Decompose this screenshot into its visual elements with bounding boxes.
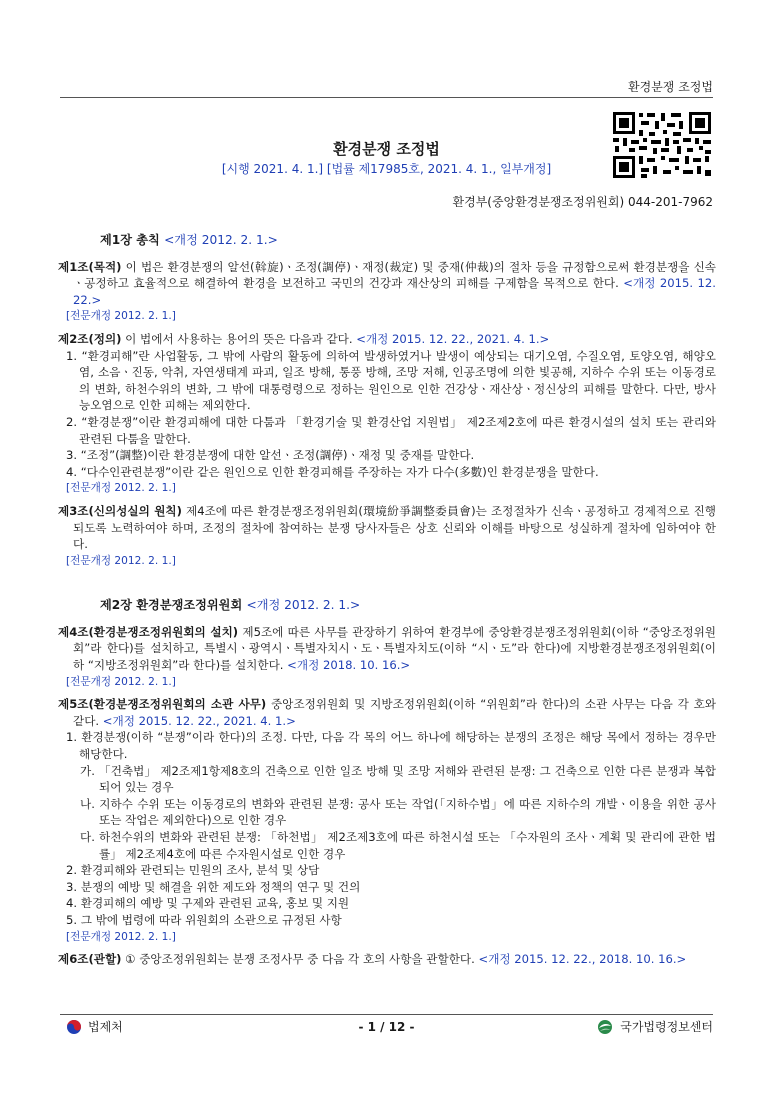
footer-org-name: 법제처 <box>88 1020 123 1034</box>
list-item: 3. “조정”(調整)이란 환경분쟁에 대한 알선ㆍ조정(調停)ㆍ재정 및 중재를 말한다. <box>66 448 475 463</box>
article-heading: 제3조(신의성실의 원칙) <box>58 503 182 518</box>
article-text: 이 법에서 사용하는 용어의 뜻은 다음과 같다. <box>121 331 353 346</box>
spacer <box>58 575 716 597</box>
article-text: 중앙조정위원회 및 지방조정위원회(이하 “위원회”라 한다)의 소관 사무는 다음 각 호와 같다. <box>73 697 717 728</box>
article-4 <box>58 624 716 674</box>
list-item: 2. “환경분쟁”이란 환경피해에 대한 다툼과 「환경기술 및 환경산업 지원법」 제2조제2호에 따른 환경시설의 설치 또는 관리와 관련된 다툼을 말한다. <box>66 414 716 446</box>
page-number: - 1 / 12 - <box>358 1020 415 1034</box>
chapter-label: 제2장 환경분쟁조정위원회 <box>100 598 243 613</box>
article-heading: 제1조(목적) <box>58 259 122 274</box>
chapter-heading <box>100 597 716 614</box>
full-amend-note[interactable]: [전문개정 2012. 2. 1.] <box>66 482 176 495</box>
list-item: 5. 그 밖에 법령에 따라 위원회의 소관으로 규정된 사항 <box>66 912 342 927</box>
header-divider <box>60 97 713 98</box>
article-1 <box>58 259 716 309</box>
law-effective-date: [시행 2021. 4. 1.] [법률 제17985호, 2021. 4. 1., 일부개정] <box>221 162 552 176</box>
article-text: 이 법은 환경분쟁의 알선(斡旋)ㆍ조정(調停)ㆍ재정(裁定) 및 중재(仲裁)의 절차 등을 규정함으로써 환경분쟁을 신속ㆍ공정하고 효율적으로 해결하여 환경을 보전하고 국민의 건강과 재산상의 피해를 구제함을 목적으로 한다. <box>73 259 716 291</box>
full-amend-note[interactable]: [전문개정 2012. 2. 1.] <box>66 554 176 567</box>
running-title: 환경분쟁 조정법 <box>628 80 713 94</box>
article-text: 제5조에 따른 사무를 관장하기 위하여 환경부에 중앙환경분쟁조정위원회(이하 “중앙조정위원회”라 한다)를 설치하고, 특별시ㆍ광역시ㆍ특별자치시ㆍ도ㆍ특별자치도(이하 “시ㆍ도”라 한다)에 지방환경분쟁조정위원회(이하 “지방조정위원회”라 한다)를 설치한다. <box>73 624 716 673</box>
article-5 <box>58 696 716 729</box>
article-6 <box>58 951 716 968</box>
law-body <box>58 232 716 968</box>
amend-note[interactable]: <개정 2015. 12. 22.> <box>73 276 716 307</box>
amend-note[interactable]: <개정 2015. 12. 22., 2021. 4. 1.> <box>352 331 550 346</box>
article-heading: 제6조(관할) <box>58 952 122 967</box>
article-heading: 제4조(환경분쟁조정위원회의 설치) <box>58 624 239 639</box>
chapter-label: 제1장 총칙 <box>100 233 160 247</box>
footer-right <box>596 1018 713 1035</box>
article-2 <box>58 331 716 348</box>
article-heading: 제2조(정의) <box>58 331 122 346</box>
amend-note[interactable]: <개정 2015. 12. 22., 2018. 10. 16.> <box>474 952 687 967</box>
list-item: 2. 환경피해와 관련되는 민원의 조사, 분석 및 상담 <box>66 863 320 878</box>
list-item: 1. “환경피해”란 사업활동, 그 밖에 사람의 활동에 의하여 발생하였거나 발생이 예상되는 대기오염, 수질오염, 토양오염, 해양오염, 소음ㆍ진동, 악취, 자연생태계 파괴, 일조 방해, 통풍 방해, 조망 저해, 인공조명에 의한 빛공해, 지하수 수위 또는 이동경로의 변화, 하천수위의 변화, 그 밖에 대통령령으로 정하는 원인으로 인한 건강상ㆍ재산상ㆍ정신상의 피해를 말한다. 다만, 방사능오염으로 인한 피해는 제외한다. <box>66 348 716 413</box>
sub-item: 다. 하천수위의 변화와 관련된 분쟁: 「하천법」 제2조제3호에 따른 하천시설 또는 「수자원의 조사ㆍ계획 및 관리에 관한 법률」 제2조제4호에 따른 수자원시설로 인한 경우 <box>80 830 716 861</box>
list-item: 4. “다수인관련분쟁”이란 같은 원인으로 인한 환경피해를 주장하는 자가 다수(多數)인 환경분쟁을 말한다. <box>66 464 599 479</box>
footer-divider <box>60 1014 713 1015</box>
sub-item: 가. 「건축법」 제2조제1항제8호의 건축으로 인한 일조 방해 및 조망 저해와 관련된 분쟁: 그 건축으로 인한 다른 분쟁과 복합되어 있는 경우 <box>80 763 716 795</box>
list-item: 1. 환경분쟁(이하 “분쟁”이라 한다)의 조정. 다만, 다음 각 목의 어느 하나에 해당하는 분쟁의 조정은 해당 목에서 정하는 경우만 해당한다. <box>66 730 716 762</box>
article-text: 제4조에 따른 환경분쟁조정위원회(環境紛爭調整委員會)는 조정절차가 신속ㆍ공정하고 경제적으로 진행되도록 노력하여야 하며, 조정의 절차에 참여하는 분쟁 당사자들은 상호 신뢰와 이해를 바탕으로 성실하게 절차에 임하여야 한다. <box>73 503 717 552</box>
footer-center-name: 국가법령정보센터 <box>620 1020 713 1034</box>
ministry-contact: 환경부(중앙환경분쟁조정위원회) 044-201-7962 <box>452 195 713 209</box>
chapter-amend-note[interactable]: <개정 2012. 2. 1.> <box>164 233 278 247</box>
chapter-heading <box>100 232 716 249</box>
list-item: 3. 분쟁의 예방 및 해결을 위한 제도와 정책의 연구 및 건의 <box>66 879 361 894</box>
article-3 <box>58 503 716 553</box>
list-item: 4. 환경피해의 예방 및 구제와 관련된 교육, 홍보 및 지원 <box>66 896 350 911</box>
chapter-amend-note[interactable]: <개정 2012. 2. 1.> <box>246 598 361 613</box>
sub-item: 나. 지하수 수위 또는 이동경로의 변화와 관련된 분쟁: 공사 또는 작업(「지하수법」에 따른 지하수의 개발ㆍ이용을 위한 공사 또는 작업은 제외한다)으로 인한 경우 <box>80 796 716 828</box>
full-amend-note[interactable]: [전문개정 2012. 2. 1.] <box>66 310 176 323</box>
article-text: ① 중앙조정위원회는 분쟁 조정사무 중 다음 각 호의 사항을 관할한다. <box>121 952 475 967</box>
amend-note[interactable]: <개정 2018. 10. 16.> <box>283 658 411 673</box>
law-title: 환경분쟁 조정법 <box>333 140 440 158</box>
full-amend-note[interactable]: [전문개정 2012. 2. 1.] <box>66 930 176 943</box>
article-heading: 제5조(환경분쟁조정위원회의 소관 사무) <box>58 697 267 712</box>
law-center-logo-icon <box>596 1019 614 1035</box>
full-amend-note[interactable]: [전문개정 2012. 2. 1.] <box>66 675 176 688</box>
amend-note[interactable]: <개정 2015. 12. 22., 2021. 4. 1.> <box>99 713 296 728</box>
